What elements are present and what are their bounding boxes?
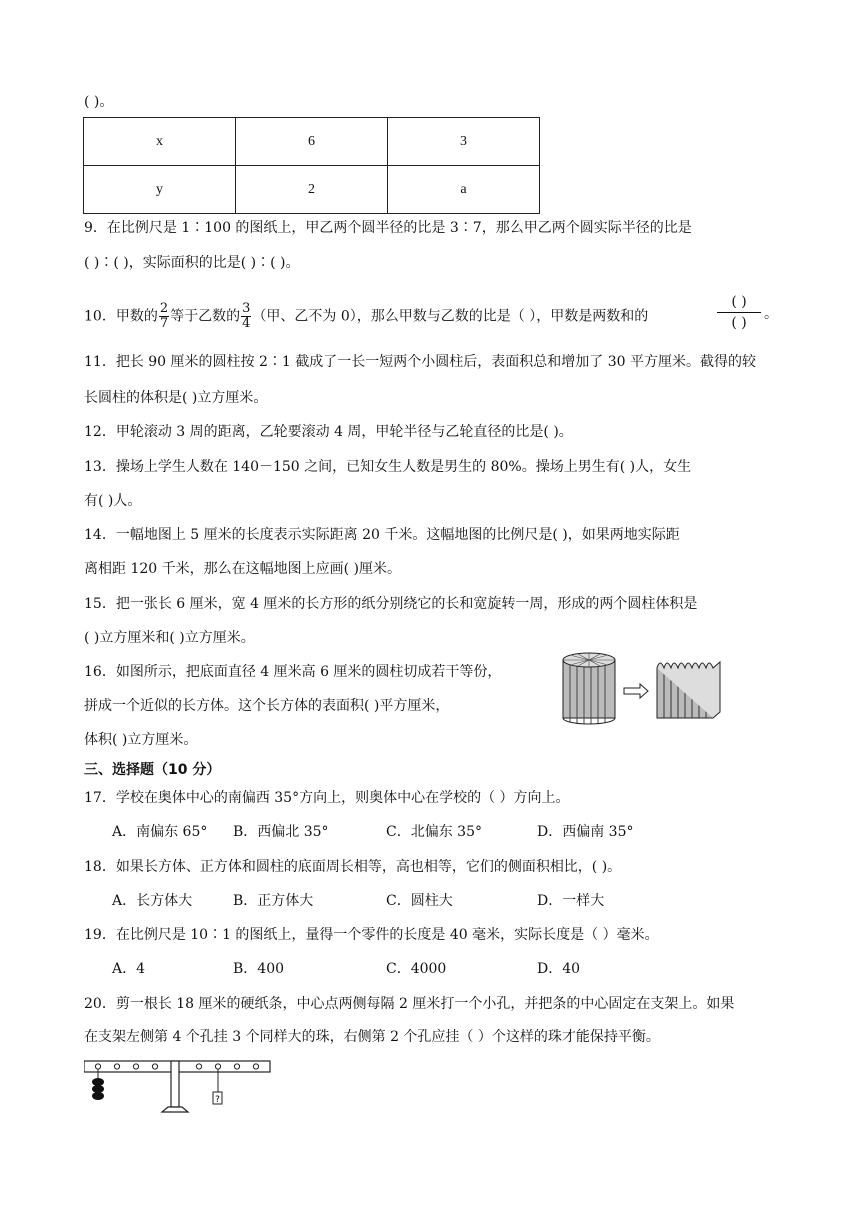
q19-option-b[interactable]: B．400 [233,961,285,977]
question-9-line-1: 9．在比例尺是 1∶100 的图纸上，甲乙两个圆半径的比是 3∶7，那么甲乙两个圆实际半径的比是 [84,220,692,236]
q18-option-c[interactable]: C．圆柱大 [386,893,453,909]
answer-blank-line: ( )。 [84,94,114,110]
fraction-3-4 [241,302,251,331]
question-13-line-1: 13．操场上学生人数在 140－150 之间，已知女生人数是男生的 80%。操场上男生有( )人，女生 [84,459,692,475]
question-13-line-2: 有( )人。 [84,493,142,509]
unknown-weight-icon [213,1069,222,1105]
question-10 [84,302,648,331]
section-3-heading: 三、选择题（10 分） [84,762,221,778]
q10-text-mid: 等于乙数的 [170,308,241,325]
question-16-line-1: 16．如图所示，把底面直径 4 厘米高 6 厘米的圆柱切成若干等份， [84,664,502,680]
fraction-numerator: 2 [159,301,169,316]
question-15-line-2: ( )立方厘米和( )立方厘米。 [84,630,255,646]
balance-figure [84,1060,274,1115]
q18-option-b[interactable]: B．正方体大 [233,893,314,909]
xy-table [83,117,540,214]
question-16-line-2: 拼成一个近似的长方体。这个长方体的表面积( )平方厘米， [84,698,450,714]
question-20-line-2: 在支架左侧第 4 个孔挂 3 个同样大的珠，右侧第 2 个孔应挂（ ）个这样的珠才能保持平衡。 [84,1029,660,1045]
question-19: 19．在比例尺是 10∶1 的图纸上，量得一个零件的长度是 40 毫米，实际长度是（ ）毫米。 [84,927,659,943]
q19-option-a[interactable]: A．4 [112,961,146,977]
q17-option-c[interactable]: C．北偏东 35° [386,824,482,840]
blank-fraction [717,292,761,333]
question-17: 17．学校在奥体中心的南偏西 35°方向上，则奥体中心在学校的（ ）方向上。 [84,790,570,806]
question-14-line-1: 14．一幅地图上 5 厘米的长度表示实际距离 20 千米。这幅地图的比例尺是( )，如果两地实际距 [84,527,680,543]
table-cell: x [84,118,236,166]
q17-option-d[interactable]: D．西偏南 35° [537,824,634,840]
q17-option-b[interactable]: B．西偏北 35° [233,824,329,840]
arrow-right-icon [624,684,648,698]
question-20-line-1: 20．剪一根长 18 厘米的硬纸条，中心点两侧每隔 2 厘米打一个小孔，并把条的中心固定在支架上。如果 [84,996,735,1012]
q18-option-d[interactable]: D．一样大 [537,893,605,909]
unknown-weight-label: ? [215,1095,220,1105]
question-14-line-2: 离相距 120 千米，那么在这幅地图上应画( )厘米。 [84,561,401,577]
q19-option-c[interactable]: C．4000 [386,961,447,977]
question-12: 12．甲轮滚动 3 周的距离，乙轮要滚动 4 周，甲轮半径与乙轮直径的比是( )。 [84,424,573,440]
table-row [84,118,540,166]
cylinder-to-cuboid-figure [560,650,730,725]
table-row [84,166,540,214]
fraction-denominator: 4 [242,316,251,331]
table-cell: y [84,166,236,214]
table-cell: 3 [388,118,540,166]
fraction-numerator: 3 [242,301,251,316]
question-11-line-2: 长圆柱的体积是( )立方厘米。 [84,390,268,406]
question-9-line-2: ( )∶( )，实际面积的比是( )∶( )。 [84,255,300,271]
q10-text-post: （甲、乙不为 0），那么甲数与乙数的比是（ ），甲数是两数和的 [252,308,649,325]
cylinder-icon [563,653,615,724]
table-cell: a [388,166,540,214]
question-16-line-3: 体积( )立方厘米。 [84,732,198,748]
beads-icon [92,1069,104,1100]
fraction-denominator: 7 [159,316,169,331]
question-18: 18．如果长方体、正方体和圆柱的底面周长相等，高也相等，它们的侧面积相比，( )。 [84,859,622,875]
table-cell: 6 [236,118,388,166]
q18-option-a[interactable]: A．长方体大 [112,893,193,909]
q17-option-a[interactable]: A．南偏东 65° [112,824,208,840]
q10-text-pre: 10．甲数的 [84,308,158,325]
q19-option-d[interactable]: D．40 [537,961,581,977]
question-11-line-1: 11．把长 90 厘米的圆柱按 2∶1 截成了一长一短两个小圆柱后，表面积总和增加了 30 平方厘米。截得的较 [84,354,756,370]
fraction-denominator: ( ) [731,315,747,331]
question-15-line-1: 15．把一张长 6 厘米，宽 4 厘米的长方形的纸分别绕它的长和宽旋转一周，形成的两个圆柱体积是 [84,596,698,612]
cuboid-icon [657,662,720,718]
fraction-2-7 [159,302,169,331]
q10-end: 。 [764,306,778,322]
fraction-numerator: ( ) [717,292,761,313]
table-cell: 2 [236,166,388,214]
